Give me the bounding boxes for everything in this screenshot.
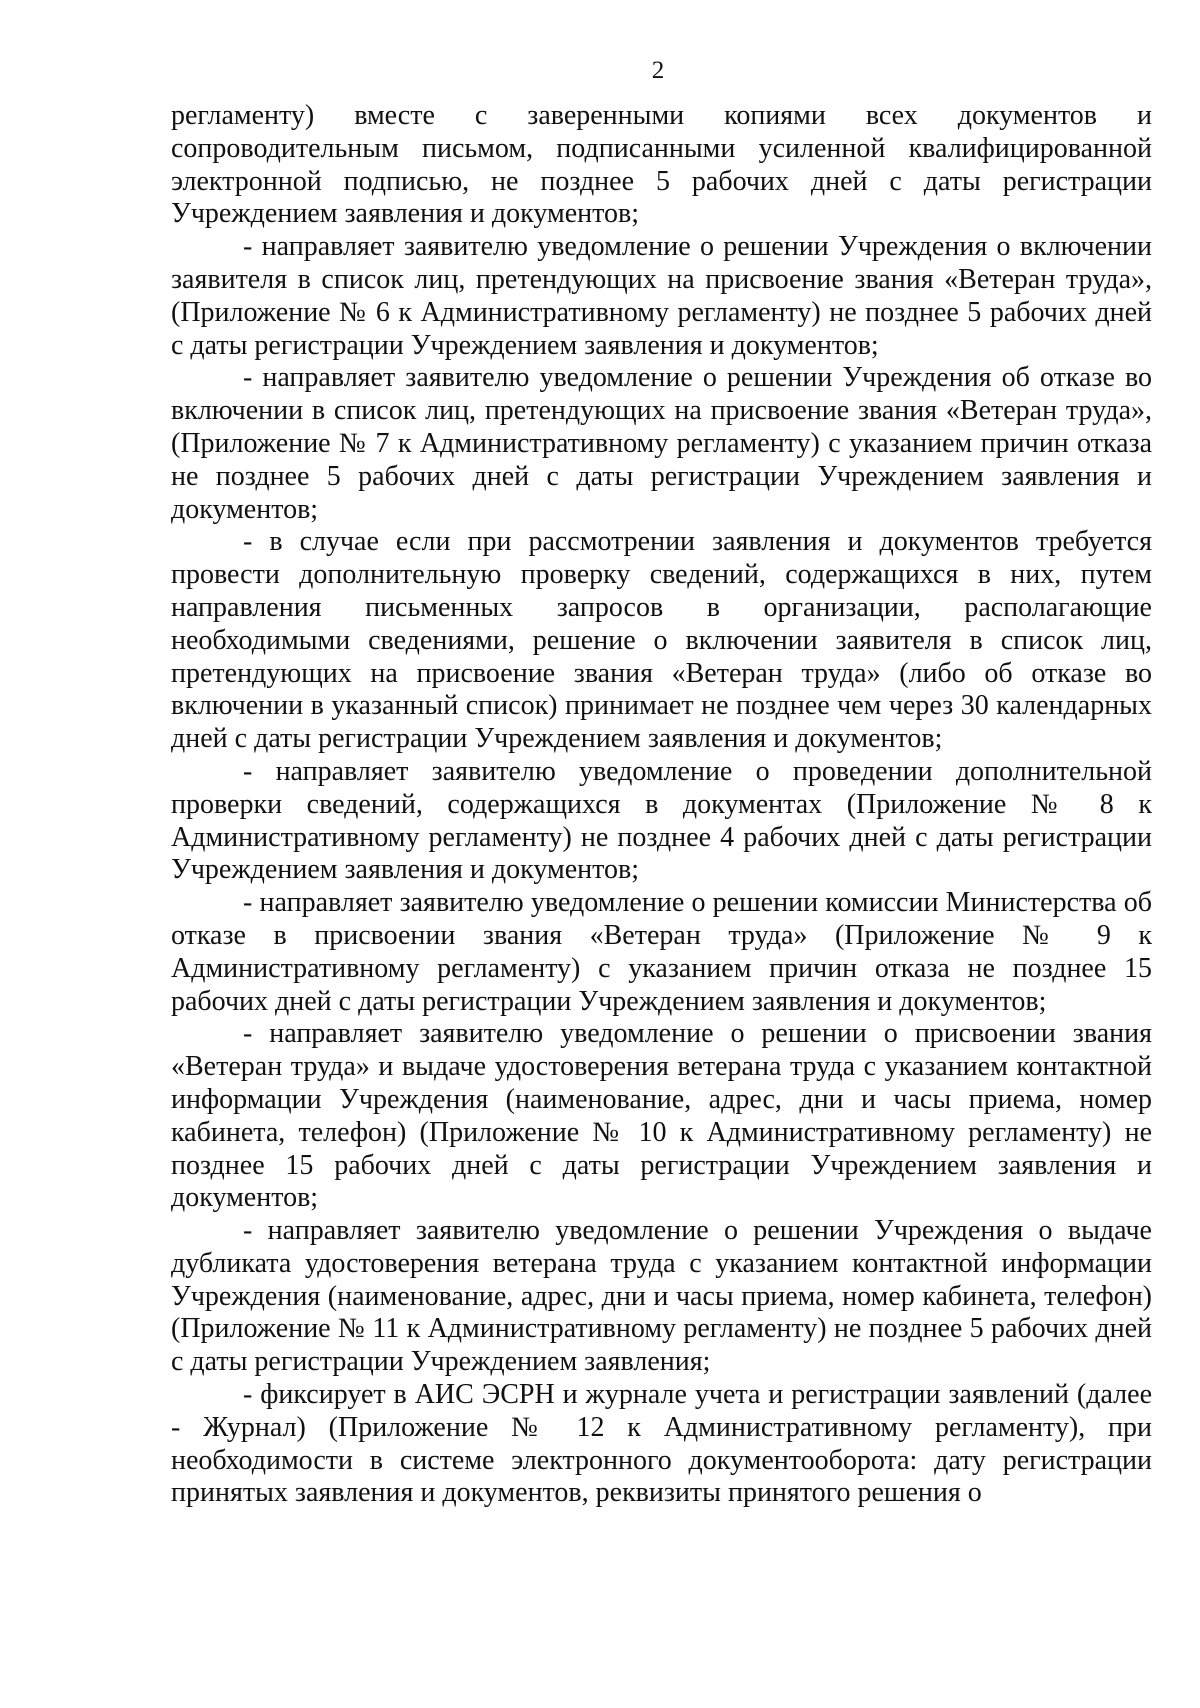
paragraph-notice-additional-check: - направляет заявителю уведомление о проведении дополнительной проверки сведений, содержащихся в документах (Приложение № 8 к Административному регламенту) не позднее 4 рабочих дней с даты регистрации Учреждением заявления и документов; xyxy=(171,755,1152,886)
paragraph-notice-refusal-inclusion: - направляет заявителю уведомление о решении Учреждения об отказе во включении в список лиц, претендующих на присвоение звания «Ветеран труда», (Приложение № 7 к Административному регламенту) с указанием причин отказа не позднее 5 рабочих дней с даты регистрации Учреждением заявления и документов; xyxy=(171,362,1152,525)
paragraph-continuation: регламенту) вместе с заверенными копиями всех документов и сопроводительным письмом, подписанными усиленной квалифицированной электронной подписью, не позднее 5 рабочих дней с даты регистрации Учреждением заявления и документов; xyxy=(171,100,1152,230)
document-body xyxy=(171,100,1152,1510)
paragraph-notice-duplicate: - направляет заявителю уведомление о решении Учреждения о выдаче дубликата удостоверения ветерана труда с указанием контактной информации Учреждения (наименование, адрес, дни и часы приема, номер кабинета, телефон) (Приложение № 11 к Административному регламенту) не позднее 5 рабочих дней с даты регистрации Учреждением заявления; xyxy=(171,1215,1152,1378)
paragraph-notice-inclusion: - направляет заявителю уведомление о решении Учреждения о включении заявителя в список лиц, претендующих на присвоение звания «Ветеран труда», (Приложение № 6 к Административному регламенту) не позднее 5 рабочих дней с даты регистрации Учреждением заявления и документов; xyxy=(171,231,1152,361)
paragraph-additional-check: - в случае если при рассмотрении заявления и документов требуется провести дополнительную проверку сведений, содержащихся в них, путем направления письменных запросов в организации, располагающие необходимыми сведениями, решение о включении заявителя в список лиц, претендующих на присвоение звания «Ветеран труда» (либо об отказе во включении в указанный список) принимает не позднее чем через 30 календарных дней с даты регистрации Учреждением заявления и документов; xyxy=(171,526,1152,755)
paragraph-notice-title-granted: - направляет заявителю уведомление о решении о присвоении звания «Ветеран труда» и выдаче удостоверения ветерана труда с указанием контактной информации Учреждения (наименование, адрес, дни и часы приема, номер кабинета, телефон) (Приложение № 10 к Административному регламенту) не позднее 15 рабочих дней с даты регистрации Учреждением заявления и документов; xyxy=(171,1018,1152,1214)
page-number: 2 xyxy=(651,57,665,84)
paragraph-notice-commission-refusal: - направляет заявителю уведомление о решении комиссии Министерства об отказе в присвоении звания «Ветеран труда» (Приложение № 9 к Административному регламенту) с указанием причин отказа не позднее 15 рабочих дней с даты регистрации Учреждением заявления и документов; xyxy=(171,887,1152,1017)
paragraph-registration-journal: - фиксирует в АИС ЭСРН и журнале учета и регистрации заявлений (далее - Журнал) (Приложение № 12 к Административному регламенту), при необходимости в системе электронного документооборота: дату регистрации принятых заявления и документов, реквизиты принятого решения о xyxy=(171,1379,1152,1509)
